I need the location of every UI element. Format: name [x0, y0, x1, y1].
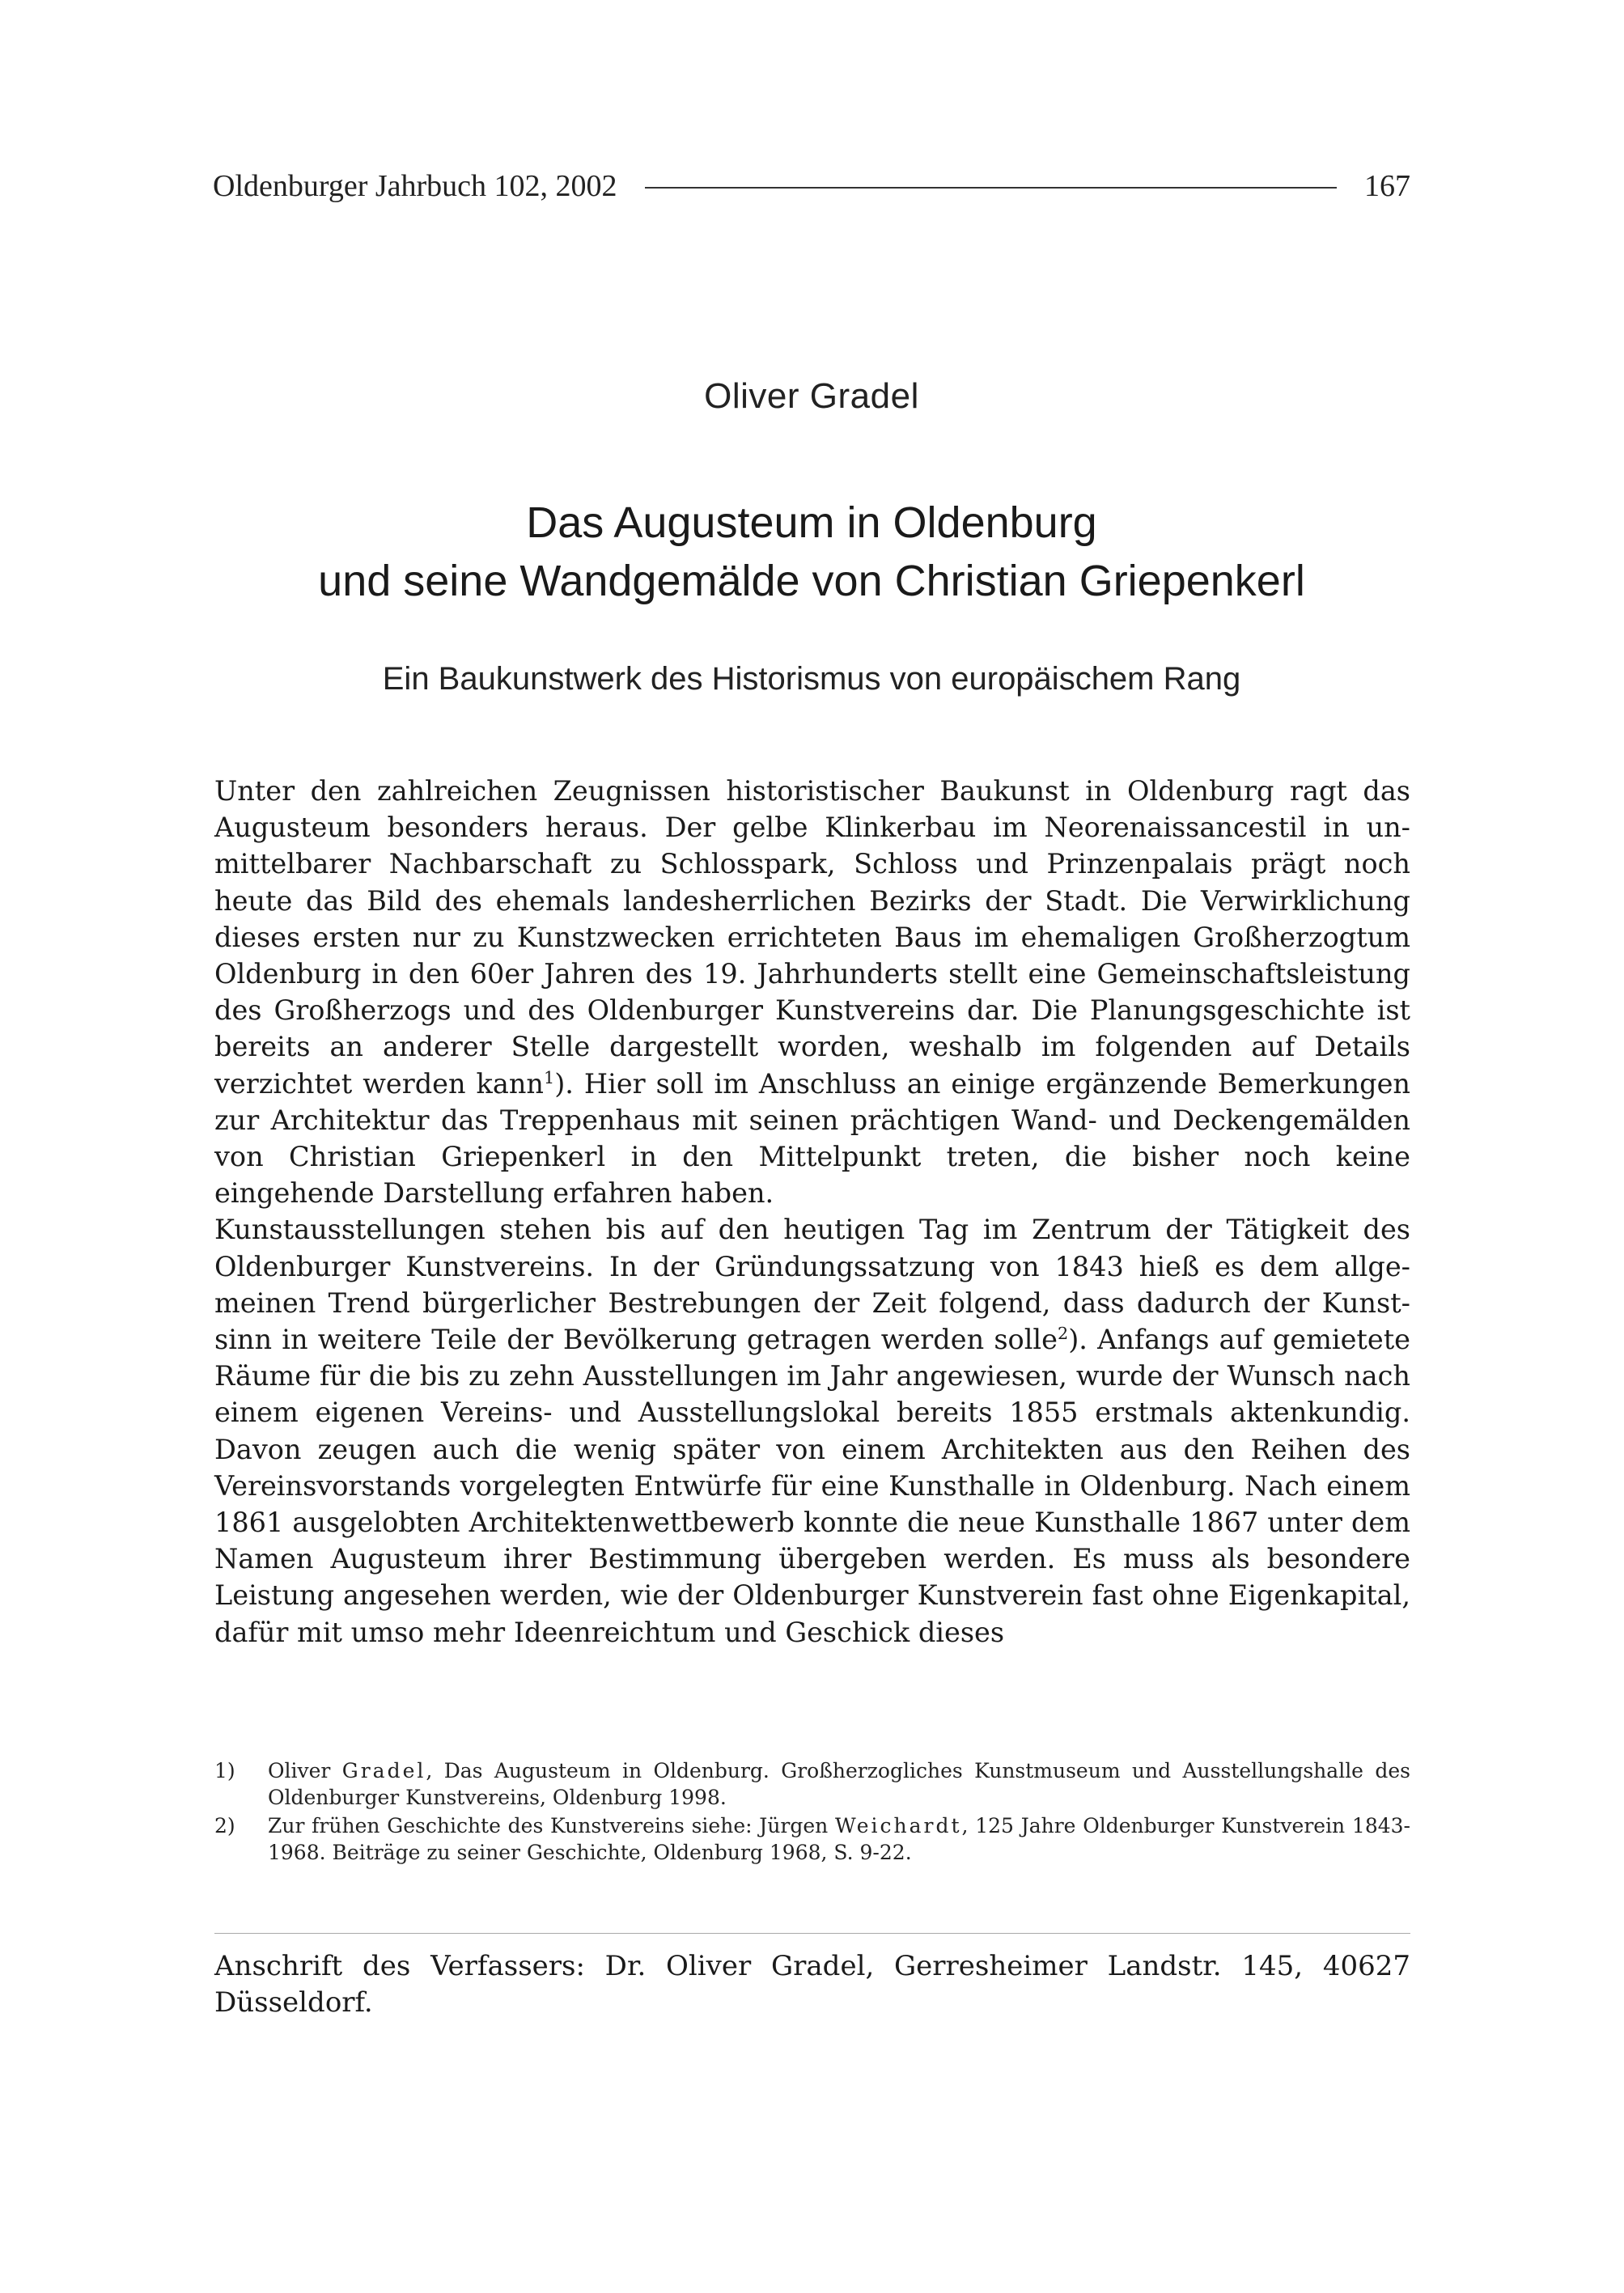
author-address: Anschrift des Verfassers: Dr. Oliver Gradel, Gerresheimer Landstr. 145, 40627 Düsseldorf. — [214, 1950, 1410, 2019]
footnote-body: , 125 Jahre Oldenburger Kunstverein 1843-1968. Beiträge zu seiner Geschichte, Oldenburg 1968, S. 9-22. — [268, 1814, 1410, 1864]
body-text-segment: ). Hier soll im Anschluss an einige ergänzende Bemerkungen zur Architektur das Treppenhaus mit seinen prächtigen Wand- und Deckengemälden von Christian Griepenkerl in den Mittelpunkt treten, die bisher noch keine eingehende Darstellung erfahren haben. — [214, 1067, 1410, 1210]
footnote-1 — [214, 1757, 1410, 1811]
body-text-segment: ). Anfangs auf gemietete Räume für die bis zu zehn Ausstellungen im Jahr angewiesen, wurde der Wunsch nach einem eigenen Vereins- und Ausstellungslokal bereits 1855 erstmals aktenkundig. Davon zeugen auch die wenig später von einem Architekten aus den Reihen des Vereinsvorstands vorgelegten Entwürfe für eine Kunsthalle in Oldenburg. Nach einem 1861 ausgelobten Architektenwettbewerb konnte die neue Kunsthalle 1867 unter dem Namen Augusteum ihrer Bestimmung übergeben werden. Es muss als besondere Leistung angesehen werden, wie der Oldenburger Kunstverein fast ohne Eigenkapital, dafür mit umso mehr Ideenreichtum und Geschick dieses — [214, 1324, 1410, 1648]
body-paragraph — [214, 773, 1410, 1211]
article-author: Oliver Gradel — [704, 376, 919, 416]
header-rule — [645, 187, 1337, 189]
body-text-segment: Unter den zahlreichen Zeugnissen historistischer Baukunst in Oldenburg ragt das Augusteum besonders heraus. Der gelbe Klinkerbau im Neorenaissancestil in unmittelbarer Nachbarschaft zu Schlosspark, Schloss und Prinzenpalais prägt noch heute das Bild des ehemals landesherrlichen Bezirks der Stadt. Die Verwirklichung dieses ersten nur zu Kunstzwecken errichteten Baus im ehemaligen Großherzogtum Oldenburg in den 60er Jahren des 19. Jahrhunderts stellt eine Gemeinschaftsleistung des Großherzogs und des Oldenburger Kunstvereins dar. Die Planungsgeschichte ist bereits an anderer Stelle dargestellt worden, weshalb im folgenden auf Details verzichtet werden kann — [214, 775, 1410, 1100]
footnote-text — [268, 1757, 1410, 1811]
address-divider — [214, 1933, 1410, 1934]
article-title — [213, 494, 1410, 610]
footnote-author-name: Oliver — [268, 1759, 331, 1782]
footnote-reference: 1 — [543, 1067, 555, 1087]
article-subtitle: Ein Baukunstwerk des Historismus von europäischem Rang — [382, 661, 1241, 697]
footnotes — [214, 1757, 1410, 1867]
journal-citation: Oldenburger Jahrbuch 102, 2002 — [213, 169, 617, 203]
footnote-lead: Zur frühen Geschichte des Kunstvereins siehe: Jürgen — [268, 1814, 829, 1837]
footnote-2 — [214, 1812, 1410, 1866]
article-body — [214, 773, 1410, 1651]
footnote-author-surname: Gradel — [341, 1759, 426, 1782]
footnote-author-surname: Weichardt — [835, 1814, 962, 1837]
page-number: 167 — [1364, 169, 1410, 203]
article-title-line-2: und seine Wandgemälde von Christian Griepenkerl — [318, 557, 1305, 605]
footnote-number: 2) — [214, 1814, 235, 1837]
body-paragraph — [214, 1211, 1410, 1650]
footnote-body: , Das Augusteum in Oldenburg. Großherzogliches Kunstmuseum und Ausstellungshalle des Oldenburger Kunstvereins, Oldenburg 1998. — [268, 1759, 1410, 1809]
body-text-segment: Kunstausstellungen stehen bis auf den heutigen Tag im Zentrum der Tätigkeit des Oldenburger Kunstvereins. In der Gründungssatzung von 1843 hieß es dem allgemeinen Trend bürgerlicher Bestrebungen der Zeit folgend, dass dadurch der Kunstsinn in weitere Teile der Bevölkerung getragen werden solle — [214, 1214, 1410, 1356]
running-header — [213, 166, 1410, 206]
article-title-line-1: Das Augusteum in Oldenburg — [526, 498, 1097, 547]
footnote-reference: 2 — [1057, 1323, 1069, 1343]
footnote-number: 1) — [214, 1759, 235, 1782]
footnote-text — [268, 1812, 1410, 1866]
